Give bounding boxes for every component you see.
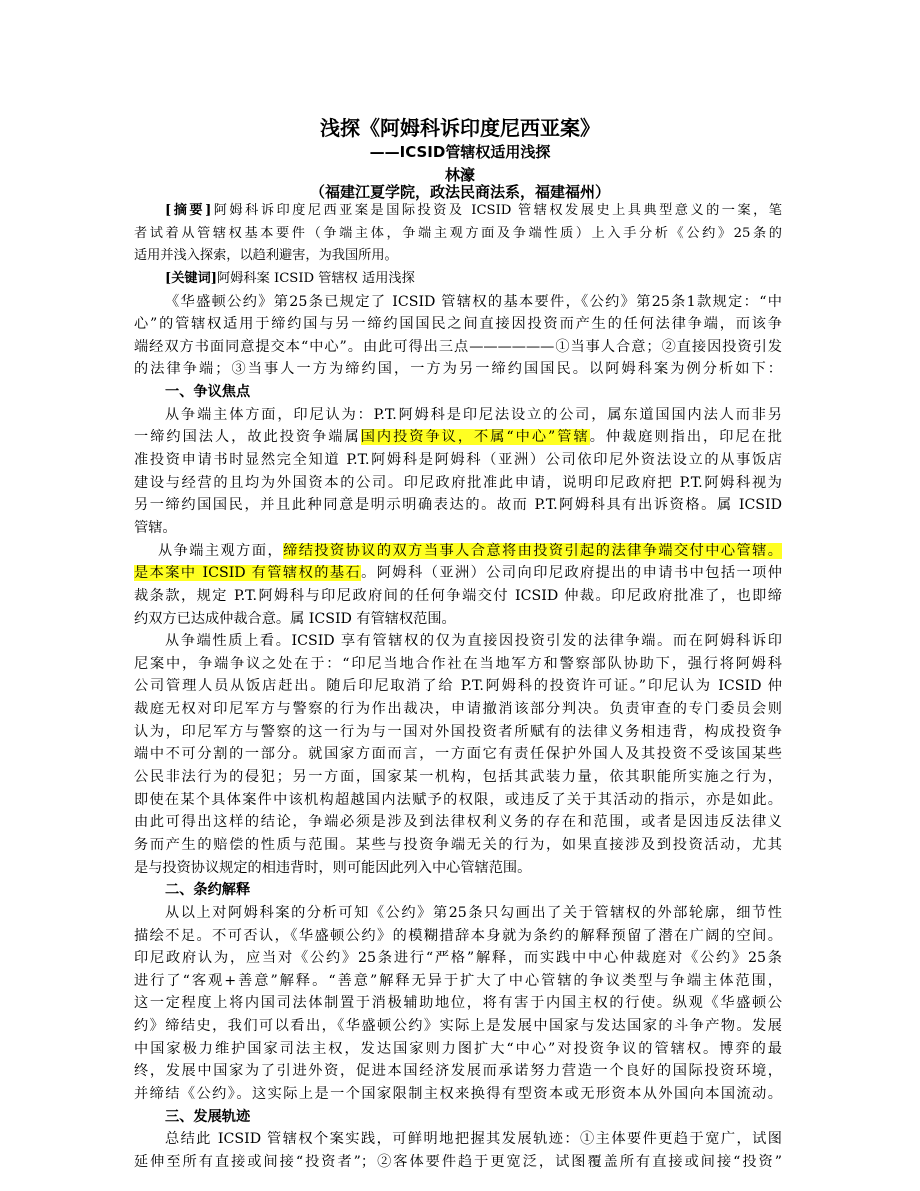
paragraph-line: 从争端性质上看。ICSID 享有管辖权的仅为直接因投资引发的法律争端。而在阿姆科诉印 (165, 633, 782, 650)
paragraph-line: 延伸至所有直接或间接“投资者”；②客体要件趋于更宽泛，试图覆盖所有直接或间接“投资” (134, 1153, 782, 1170)
paragraph-line: 由此可得出这样的结论，争端必须是涉及到法律权利义务的存在和范围，或者是因违反法律义 (134, 814, 782, 831)
paragraph-line: 端中不可分割的一部分。就国家方面而言，一方面它有责任保护外国人及其投资不受该国某些 (134, 746, 782, 763)
keywords-text: 阿姆科案 ICSID 管辖权 适用浅探 (217, 270, 415, 286)
paragraph-line: 另一缔约国国民，并且此种同意是明示明确表达的。故而 P.T.阿姆科具有出诉资格。属 ICSID (134, 497, 782, 514)
document-body (134, 200, 782, 1174)
intro-line: 的法律争端；③当事人一方为缔约国，一方为另一缔约国国民。以阿姆科案为例分析如下： (134, 361, 782, 378)
paragraph-line: 从争端主观方面，缔结投资协议的双方当事人合意将由投资引起的法律争端交付中心管辖。 (158, 542, 782, 559)
keywords-line (134, 268, 782, 291)
paragraph-line: 务而产生的赔偿的性质与范围。某些与投资争端无关的行为，如果直接涉及到投资活动，尤其 (134, 836, 782, 853)
document-title: 浅探《阿姆科诉印度尼西亚案》 (320, 116, 600, 140)
paragraph-line: 进行了“客观+善意”解释。“善意”解释无异于扩大了中心管辖的争议类型与争端主体范围， (134, 972, 782, 989)
paragraph-line: 建设与经营的且均为外国资本的公司。印尼政府批准此申请，说明印尼政府把 P.T.阿姆科视为 (134, 474, 782, 491)
document-subtitle: ——ICSID管辖权适用浅探 (369, 143, 551, 161)
paragraph-line: 是本案中 ICSID 有管辖权的基石。阿姆科（亚洲）公司向印尼政府提出的申请书中包括一项仲 (134, 565, 782, 582)
abstract-label: [摘要] (165, 203, 212, 218)
paragraph-line: 中国家极力维护国家司法主权，发达国家则力图扩大“中心”对投资争议的管辖权。博弈的最 (134, 1040, 782, 1057)
paragraph-line: 公民非法行为的侵犯；另一方面，国家某一机构，包括其武装力量，依其职能所实施之行为， (134, 769, 782, 786)
paragraph-line: 认为，印尼军方与警察的这一行为与一国对外国投资者所赋有的法律义务相违背，构成投资争 (134, 723, 782, 740)
paragraph-line: 从以上对阿姆科案的分析可知《公约》第25条只勾画出了关于管辖权的外部轮廓，细节性 (165, 904, 782, 921)
paragraph-line: 这一定程度上将内国司法体制置于消极辅助地位，将有害于内国主权的行使。纵观《华盛顿公 (134, 995, 782, 1012)
paragraph-line: 约双方已达成仲裁合意。属 ICSID 有管辖权范围。 (134, 610, 456, 627)
paragraph-line: 约》缔结史，我们可以看出，《华盛顿公约》实际上是发展中国家与发达国家的斗争产物。发展 (134, 1018, 782, 1035)
paragraph-line: 准投资申请书时显然完全知道 P.T.阿姆科是阿姆科（亚洲）公司依印尼外资法设立的从事饭店 (134, 452, 782, 469)
paragraph-line: 是与投资协议规定的相违背时，则可能因此列入中心管辖范围。 (134, 859, 532, 876)
paragraph-line: 描绘不足。不可否认，《华盛顿公约》的模糊措辞本身就为条约的解释预留了潜在广阔的空间。 (134, 927, 782, 944)
abstract-line: 者试着从管辖权基本要件（争端主体，争端主观方面及争端性质）上入手分析《公约》25条的 (134, 225, 782, 241)
highlighted-text: 缔结投资协议的双方当事人合意将由投资引起的法律争端交付中心管辖。 (283, 542, 782, 559)
keywords-label: [关键词] (165, 270, 218, 286)
paragraph-line: 印尼政府认为，应当对《公约》25条进行“严格”解释，而实践中中心仲裁庭对《公约》25条 (134, 950, 782, 967)
section-heading-2: 二、条约解释 (165, 882, 251, 899)
paragraph-line: 即使在某个具体案件中该机构超越国内法赋予的权限，或违反了关于其活动的指示，亦是如此。 (134, 791, 782, 808)
intro-line: 端经双方书面同意提交本“中心”。由此可得出三点——————①当事人合意；②直接因投资引发 (134, 338, 782, 355)
paragraph-line: 从争端主体方面，印尼认为：P.T.阿姆科是印尼法设立的公司，属东道国国内法人而非另 (165, 406, 782, 423)
paragraph-line: 一缔约国法人，故此投资争端属国内投资争议，不属“中心”管辖。仲裁庭则指出，印尼在批 (134, 429, 782, 446)
highlighted-text: 国内投资争议，不属“中心”管辖 (360, 429, 590, 446)
paragraph-line: 裁条款，规定 P.T.阿姆科与印尼政府间的任何争端交付 ICSID 仲裁。印尼政府批准了，也即缔 (134, 587, 782, 604)
paragraph-line: 管辖。 (134, 519, 177, 536)
intro-line: 心”的管辖权适用于缔约国与另一缔约国国民之间直接因投资而产生的任何法律争端，而该争 (134, 316, 782, 333)
paragraph-line: 尼案中，争端争议之处在于：“印尼当地合作社在当地军方和警察部队协助下，强行将阿姆科 (134, 655, 782, 672)
intro-line: 《华盛顿公约》第25条已规定了 ICSID 管辖权的基本要件，《公约》第25条1款规定：“中 (165, 293, 782, 310)
abstract-line: 适用并浅入探索，以趋利避害，为我国所用。 (134, 248, 398, 264)
paragraph-line: 终，发展中国家为了引进外资，促进本国经济发展而承诺努力营造一个良好的国际投资环境， (134, 1063, 782, 1080)
paragraph-line: 总结此 ICSID 管辖权个案实践，可鲜明地把握其发展轨迹：①主体要件更趋于宽广，试图 (165, 1131, 782, 1148)
highlighted-text: 是本案中 ICSID 有管辖权的基石 (134, 565, 362, 582)
author-affiliation: （福建江夏学院，政法民商法系，福建福州） (309, 183, 610, 201)
paragraph-line: 裁庭无权对印尼军方与警察的行为作出裁决，申请撤消该部分判决。负责审查的专门委员会则 (134, 701, 782, 718)
section-heading-3: 三、发展轨迹 (165, 1108, 251, 1125)
abstract-line: [摘要]阿姆科诉印度尼西亚案是国际投资及 ICSID 管辖权发展史上具典型意义的一案，笔 (165, 203, 782, 218)
paragraph-line: 公司管理人员从饭店赶出。随后印尼取消了给 P.T.阿姆科的投资许可证。”印尼认为 ICSID 仲 (134, 678, 782, 695)
section-heading-1: 一、争议焦点 (165, 384, 251, 401)
paragraph-line: 并缔结《公约》。这实际上是一个国家限制主权来换得有型资本或无形资本从外国向本国流动。 (134, 1085, 782, 1102)
author-name: 林濠 (444, 166, 475, 184)
